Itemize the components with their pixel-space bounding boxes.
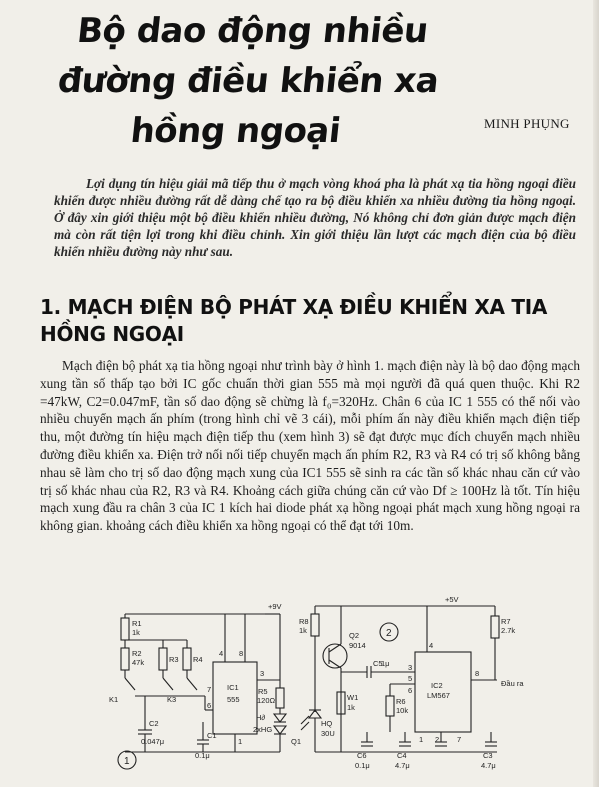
c1-r2-val: 47k: [132, 658, 145, 667]
c2-r8-val: 1k: [299, 626, 307, 635]
c2-w1-val: 1k: [347, 703, 355, 712]
c1-pin-6: 6: [207, 701, 212, 710]
c1-pin-1: 1: [238, 737, 243, 746]
c1-pin-7: 7: [207, 685, 212, 694]
title-line-1: Bộ dao động nhiều: [75, 11, 430, 51]
c1-k3: K3: [167, 695, 177, 704]
c2-ic-name: IC2: [431, 681, 443, 690]
section-title: 1. MẠCH ĐIỆN BỘ PHÁT XẠ ĐIỀU KHIỂN XA TIA HỒNG NGOẠI: [40, 295, 548, 346]
title-line-2: đường điều khiển xa: [55, 61, 441, 101]
article-title: [50, 6, 446, 156]
c2-ic-part: LM567: [427, 691, 450, 700]
c2-pin-5: 5: [408, 674, 413, 683]
c2-pin-1: 1: [419, 735, 424, 744]
body-paragraph: [40, 357, 580, 535]
c2-r8: R8: [299, 617, 309, 626]
c1-r2: R2: [132, 649, 142, 658]
c2-c5-val: 1μ: [381, 659, 390, 668]
c2-pin-6: 6: [408, 686, 413, 695]
c1-figure-number: 1: [124, 756, 130, 767]
circuit-schematic: [105, 592, 585, 782]
c2-r7: R7: [501, 617, 511, 626]
c2-r7-val: 2.7k: [501, 626, 516, 635]
c2-pin-8: 8: [475, 669, 480, 678]
c1-r3: R3: [169, 655, 179, 664]
c1-c2: C2: [149, 719, 159, 728]
c2-w1: W1: [347, 693, 359, 702]
c1-pin-8: 8: [239, 649, 244, 658]
c1-ic-part: 555: [227, 695, 240, 704]
c2-hq-val: 30U: [321, 729, 335, 738]
c2-c5: C5: [373, 659, 383, 668]
body-text: Mạch điện bộ phát xạ tia hồng ngoại như trình bày ở hình 1. mạch điện này là bộ dao động mạch xung tần số thấp tạo bởi IC gốc chuẩn thời gian 555 mà mọi người đã quá quen thuộc. Khi R2 =47kW, C2=0.047mF, tần số dao động sẽ chừng là f₀=320Hz. Chân 6 của IC 1 555 có thể nối vào nhiều chuyển mạch ấn phím (trong hình chỉ vẽ 3 cái), mỗi phím ấn này điều khiển mạch điện tiếp thu, một đường tín hiệu mạch điện tiếp thu (xem hình 3) sẽ đạt được mục đích chuyển mạch nhiều đường điều khiển xa. Điện trở nối nối tiếp chuyển mạch ấn phím R2, R3 và R4 có trị số không bằng nhau sẽ làm cho trị số dao động mạch xung của IC1 555 sẽ sinh ra các tần số khác nhau căn cứ vào trị số khác nhau của R2, R3 và R4. Khoảng cách giữa chúng căn cứ vào Df ≥ 100Hz là tốt. Tín hiệu mạch xung đầu ra chân 3 của IC 1 kích hai diode phát xạ hồng ngoại phát mạch xung hồng ngoại ra không gian. khoảng cách điều khiển xa hồng ngoại có thể đạt tới 10m.: [40, 358, 580, 534]
c2-supply: +5V: [445, 595, 459, 604]
c1-pin-3: 3: [260, 669, 265, 678]
c2-pin-2: 2: [435, 735, 440, 744]
c1-c1-val: 0.1μ: [195, 751, 210, 760]
c1-c1: C1: [207, 731, 217, 740]
c2-c3: C3: [483, 751, 493, 760]
author-name: MINH PHỤNG: [484, 116, 570, 131]
c2-figure-number: 2: [386, 628, 392, 639]
c2-r6: R6: [396, 697, 406, 706]
c1-c2-val: 0.047μ: [141, 737, 165, 746]
c2-r6-val: 10k: [396, 706, 409, 715]
c1-k1: K1: [109, 695, 119, 704]
title-line-3: hồng ngoại: [128, 111, 343, 151]
c1-r4: R4: [193, 655, 203, 664]
c2-c4: C4: [397, 751, 407, 760]
c2-c6: C6: [357, 751, 367, 760]
c2-c4-val: 4.7μ: [395, 761, 410, 770]
c2-pin-3: 3: [408, 663, 413, 672]
c2-c3-val: 4.7μ: [481, 761, 496, 770]
intro-text: Lợi dụng tín hiệu giải mã tiếp thu ở mạch vòng khoá pha là phát xạ tia hồng ngoại điều khiển được nhiều đường rất dễ dàng chế tạo ra bộ điều khiển xa nhiều đường tia hồng ngoại. Ở đây xin giới thiệu một bộ điều khiển nhiều đường, Nó không chỉ đơn giản được mạch điện mà còn rất tiện lợi trong khi điều chỉnh. Xin giới thiệu lần lượt các mạch điện của bộ điều khiển nhiều đường này như sau.: [54, 176, 576, 259]
c2-q2-val: 9014: [349, 641, 366, 650]
c1-ic-name: IC1: [227, 683, 239, 692]
c1-led: H∂: [256, 713, 266, 722]
c1-r1: R1: [132, 619, 142, 628]
c2-c6-val: 0.1μ: [355, 761, 370, 770]
c1-supply: +9V: [268, 602, 282, 611]
c2-q2: Q2: [349, 631, 360, 640]
c2-output: Đầu ra: [501, 679, 524, 688]
c1-led-val: 2xHG: [253, 725, 273, 734]
c2-pin-7: 7: [457, 735, 462, 744]
c2-q1: Q1: [291, 737, 302, 746]
c1-r5: R5: [258, 687, 268, 696]
page-edge: [593, 0, 599, 787]
c2-hq: HQ: [321, 719, 333, 728]
c1-r1-val: 1k: [132, 628, 140, 637]
c1-r5-val: 120Ω: [257, 696, 276, 705]
intro-paragraph: [54, 175, 576, 260]
c2-pin-4: 4: [429, 641, 434, 650]
c1-pin-4: 4: [219, 649, 224, 658]
